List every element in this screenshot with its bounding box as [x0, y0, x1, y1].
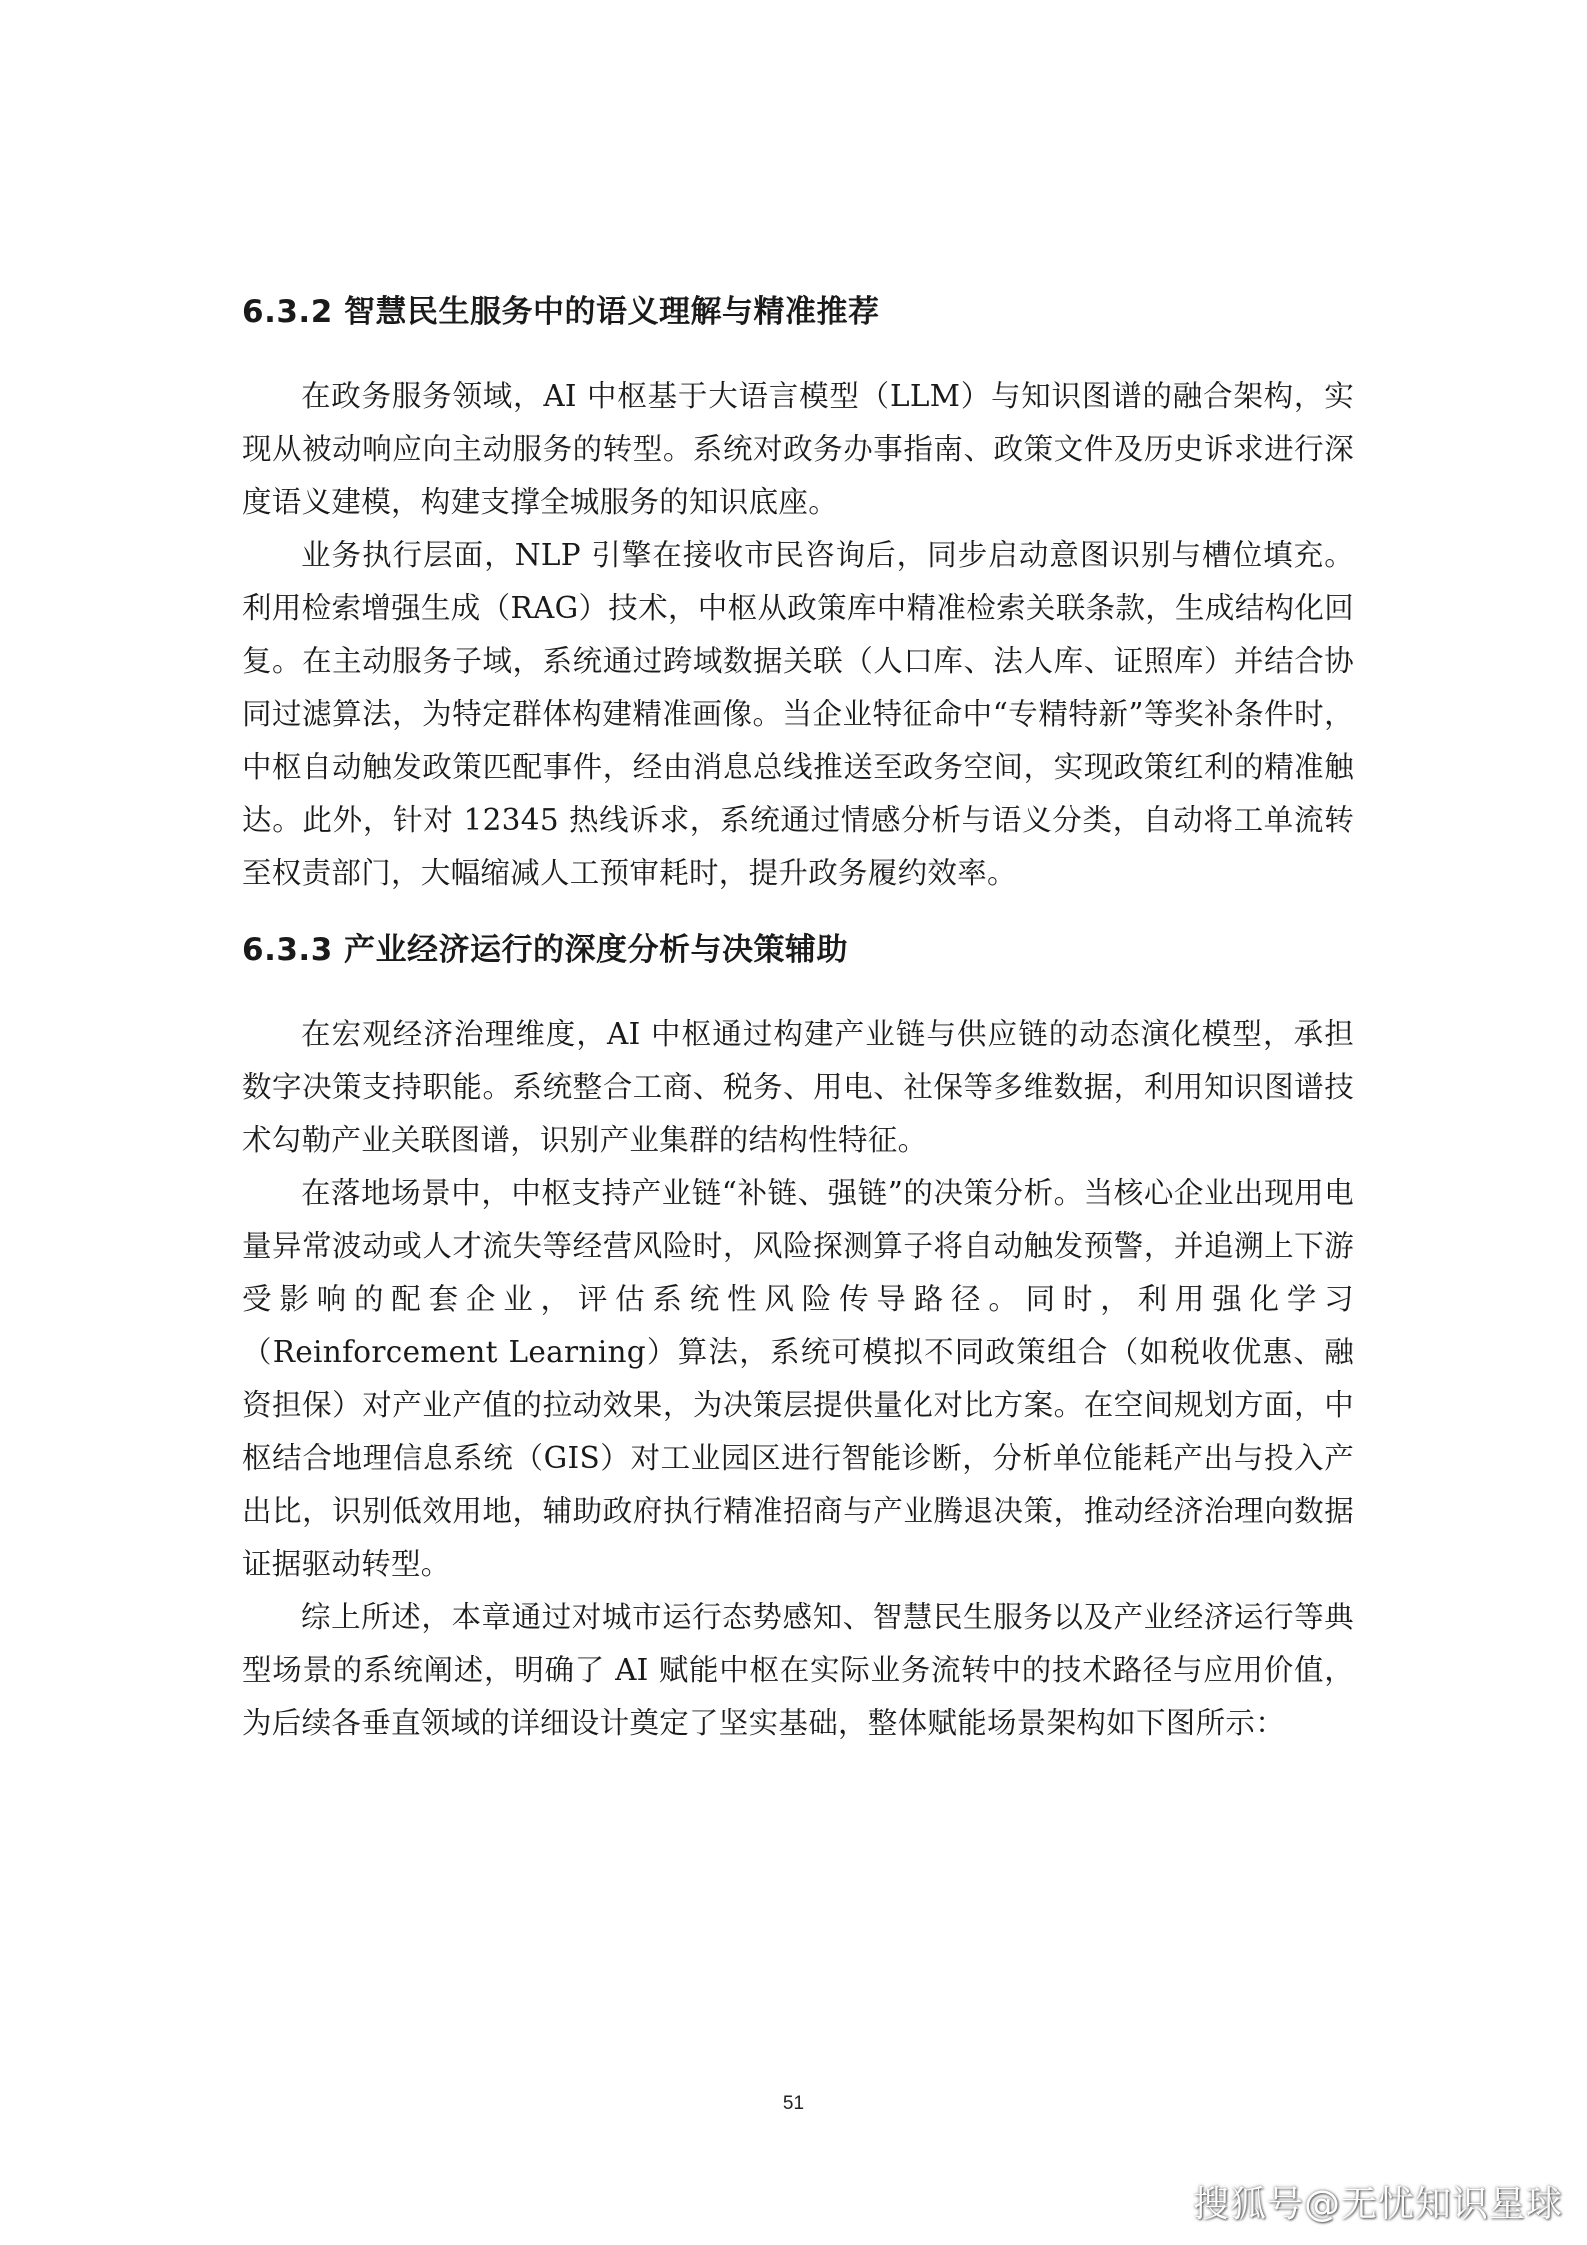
- paragraph: 在宏观经济治理维度，AI 中枢通过构建产业链与供应链的动态演化模型，承担数字决策支持职能。系统整合工商、税务、用电、社保等多维数据，利用知识图谱技术勾勒产业关联图谱，识别产业集群的结构性特征。: [242, 1017, 1354, 1157]
- watermark: 搜狐号@无忧知识星球: [1192, 2184, 1563, 2225]
- paragraph: 综上所述，本章通过对城市运行态势感知、智慧民生服务以及产业经济运行等典型场景的系统阐述，明确了 AI 赋能中枢在实际业务流转中的技术路径与应用价值，为后续各垂直领域的详细设计奠定了坚实基础，整体赋能场景架构如下图所示：: [242, 1600, 1354, 1740]
- paragraph: 在落地场景中，中枢支持产业链“补链、强链”的决策分析。当核心企业出现用电量异常波动或人才流失等经营风险时，风险探测算子将自动触发预警，并追溯上下游受影响的配套企业，评估系统性风险传导路径。同时，利用强化学习（Reinforcement Learning）算法，系统可模拟不同政策组合（如税收优惠、融资担保）对产业产值的拉动效果，为决策层提供量化对比方案。在空间规划方面，中枢结合地理信息系统（GIS）对工业园区进行智能诊断，分析单位能耗产出与投入产出比，识别低效用地，辅助政府执行精准招商与产业腾退决策，推动经济治理向数据证据驱动转型。: [242, 1176, 1354, 1581]
- paragraph: 业务执行层面，NLP 引擎在接收市民咨询后，同步启动意图识别与槽位填充。利用检索增强生成（RAG）技术，中枢从政策库中精准检索关联条款，生成结构化回复。在主动服务子域，系统通过跨域数据关联（人口库、法人库、证照库）并结合协同过滤算法，为特定群体构建精准画像。当企业特征命中“专精特新”等奖补条件时，中枢自动触发政策匹配事件，经由消息总线推送至政务空间，实现政策红利的精准触达。此外，针对 12345 热线诉求，系统通过情感分析与语义分类，自动将工单流转至权责部门，大幅缩减人工预审耗时，提升政务履约效率。: [242, 538, 1354, 890]
- page-content: [242, 290, 1354, 1750]
- section-heading-6-3-3: 6.3.3 产业经济运行的深度分析与决策辅助: [242, 932, 849, 968]
- page-number: 51: [782, 2093, 805, 2114]
- paragraph: 在政务服务领域，AI 中枢基于大语言模型（LLM）与知识图谱的融合架构，实现从被动响应向主动服务的转型。系统对政务办事指南、政策文件及历史诉求进行深度语义建模，构建支撑全城服务的知识底座。: [242, 379, 1354, 519]
- section-heading-6-3-2: 6.3.2 智慧民生服务中的语义理解与精准推荐: [242, 294, 880, 330]
